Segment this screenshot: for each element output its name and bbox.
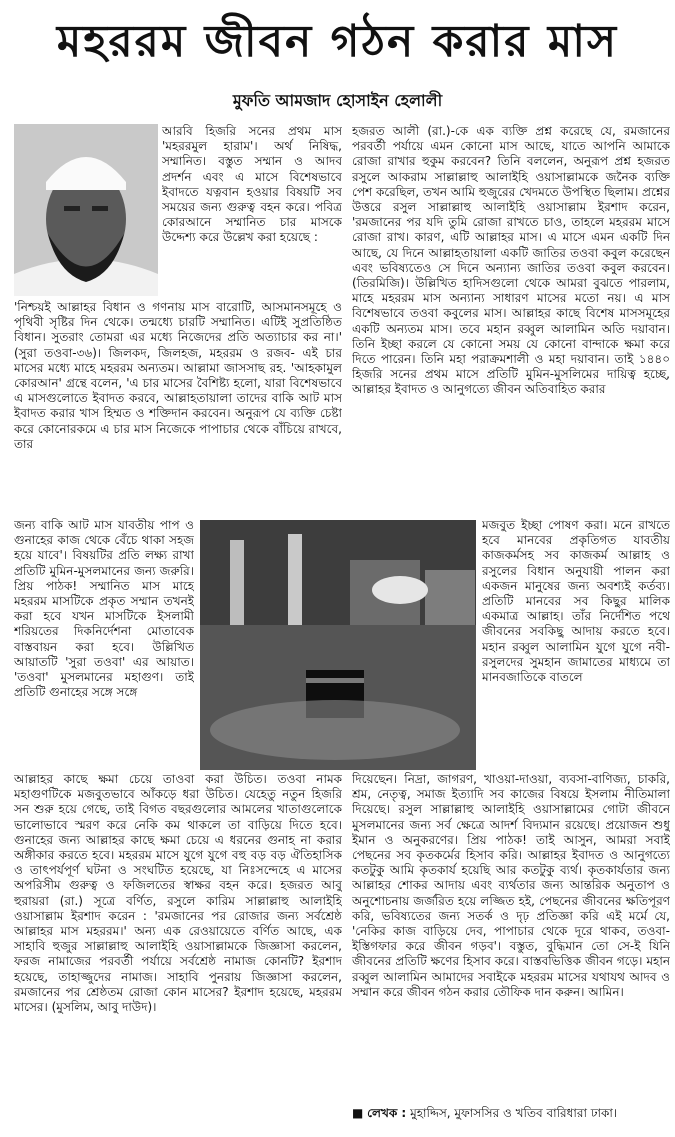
column-2-top-text: হজরত আলী (রা.)-কে এক ব্যক্তি প্রশ্ন করেছে যে, রমজানের পরবর্তী পর্যায়ে এমন কোনো মাস আছে, যাতে আপনি আমাকে রোজা রাখার হুকুম করবেন? তিনি বললেন, অনুরূপ প্রশ্ন হজরত রসুলে আকরাম সাল্লাল্লাহু আলাইহি ওয়াসাল্লামকে জনৈক ব্যক্তি পেশ করেছিল, তখন আমি হুজুরের খেদমতে উপস্থিত ছিলাম। প্রশ্নের উত্তরে রসুল সাল্লাল্লাহু আলাইহি ওয়াসাল্লাম ইরশাদ করেন, 'রমজানের পর যদি তুমি রোজা রাখতে চাও, তাহলে মহররম মাসে রোজা রাখ। কারণ, এটি আল্লাহর মাস। এ মাসে এমন একটি দিন আছে, যে দিনে আল্লাহতায়ালা একটি জাতির তওবা কবুল করেছেন এবং ভবিষ্যতেও সে দিনে অন্যান্য জাতির তওবা কবুল করবেন। (তিরমিজি)। উল্লিখিত হাদিসগুলো থেকে আমরা বুঝতে পারলাম, মাহে মহররম মাস অন্যান্য সাধারণ মাসের মতো নয়। এ মাস বিশেষভাবে তওবা কবুলের মাস। আল্লাহর কাছে বিশেষ মাসসমূহের একটি অন্যতম মাস। তবে মহান রব্বুল আলামিন অতি দয়াবান। তিনি ইচ্ছা করলে যে কোনো সময় যে কোনো বান্দাকে ক্ষমা করে দিতে পারেন। তিনি মহা পরাক্রমশালী ও মহা দয়াবান। তাই ১৪৪০ হিজরি সনের প্রথম মাসে প্রতিটি মুমিন-মুসলিমের দায়িত্ব হচ্ছে, আল্লাহর ইবাদত ও আনুগত্যে জীবন অতিবাহিত করার bbox=[352, 124, 670, 397]
author-portrait bbox=[14, 124, 158, 296]
author-byline: মুফতি আমজাদ হোসাইন হেলালী bbox=[232, 91, 443, 110]
column-2-bottom-text: দিয়েছেন। নিদ্রা, জাগরণ, খাওয়া-দাওয়া, ব্যবসা-বাণিজ্য, চাকরি, শ্রম, নেতৃত্ব, সমাজ ইত্যাদি সব কাজের বিষয়ে ইসলাম নীতিমালা দিয়েছে। রসুল সাল্লাল্লাহু আলাইহি ওয়াসাল্লামের গোটা জীবনে মুসলমানের জন্য সর্ব ক্ষেত্রে আদর্শ বিদ্যমান রয়েছে। প্রয়োজন শুধু ইমান ও অনুকরণের। প্রিয় পাঠক! তাই আসুন, আমরা সবাই পেছনের সব কৃতকর্মের হিসাব করি। আল্লাহর ইবাদত ও আনুগত্যে কতটুকু আমি কৃতকার্য হয়েছি আর কতটুকু ব্যর্থ। কৃতকার্যতার জন্য আল্লাহর শোকর আদায় এবং ব্যর্থতার জন্য আন্তরিক অনুতাপ ও অনুশোচনায় জর্জরিত হয়ে লজ্জিত হই, পেছনের জীবনের ক্ষতিপূরণ করি, ভবিষ্যতের জন্য সতর্ক ও দৃঢ় প্রতিজ্ঞা করি এই মর্মে যে, 'নেকির কাজ বাড়িয়ে দেব, পাপাচার থেকে দূরে থাকব, তওবা-ইস্তিগফার করে জীবন গড়ব'। বস্তুত, বুদ্ধিমান তো সে-ই যিনি জীবনের প্রতিটি ক্ষণের হিসাব করে। বাস্তবভিত্তিক জীবন গড়ে। মহান রব্বুল আলামিন আমাদের সবাইকে মহররম মাসের যথাযথ আদব ও সম্মান করে জীবন গঠন করার তৌফিক দান করুন। আমিন। bbox=[352, 772, 670, 999]
headline: মহররম জীবন গঠন করার মাস bbox=[56, 16, 619, 67]
signoff-label: লেখক : bbox=[367, 1106, 407, 1120]
column-1-top-text: আরবি হিজরি সনের প্রথম মাস 'মহররমুল হারাম'। অর্থ নিষিদ্ধ, সম্মানিত। বস্তুত সম্মান ও আদব প্রদর্শন এবং এ মাসে বিশেষভাবে ইবাদতে যত্নবান হওয়ার বিষয়টি সব সময়ের জন্য গুরুত্ব বহন করে। পবিত্র কোরআনে সম্মানিত চার মাসকে উদ্দেশ্য করে উল্লেখ করা হয়েছে : bbox=[162, 124, 342, 245]
column-2-side-text: মজবুত ইচ্ছা পোষণ করা। মনে রাখতে হবে মানবের প্রকৃতিগত যাবতীয় কাজকর্মসহ সব কাজকর্ম আল্লাহ ও রসুলের বিধান অনুযায়ী পালন করা একজন মানুষের জন্য অবশ্যই কর্তব্য। প্রতিটি মানবের সব কিছুর মালিক একমাত্র আল্লাহ। তাঁর নির্দেশিত পথে জীবনের সবকিছু আদায় করতে হবে। মহান রব্বুল আলামিন যুগে যুগে নবী-রসুলদের সুমহান জামাতের মাধ্যমে তা মানবজাতিকে বাতলে bbox=[482, 518, 670, 685]
author-signoff bbox=[352, 1106, 670, 1121]
column-1-mid-text: 'নিশ্চয়ই আল্লাহর বিধান ও গণনায় মাস বারোটি, আসমানসমূহে ও পৃথিবী সৃষ্টির দিন থেকে। তন্মধ্যে চারটি সম্মানিত। এটিই সুপ্রতিষ্ঠিত বিধান। সুতরাং তোমরা এর মধ্যে নিজেদের প্রতি অত্যাচার কর না।' (সুরা তওবা-৩৬)। জিলকদ, জিলহজ, মহররম ও রজব- এই চার মাসের মধ্যে মাহে মহররম অন্যতম। আল্লামা জাসসাছ রহ. 'আহকামুল কোরআন' গ্রন্থে বলেন, 'এ চার মাসের বৈশিষ্ট্য হলো, যারা বিশেষভাবে এ মাসগুলোতে ইবাদত করবে, আল্লাহতায়ালা তাদের বাকি আট মাস ইবাদত করার খাস হিম্মত ও শক্তিদান করবেন। অনুরূপ যে ব্যক্তি চেষ্টা করে কোনোরকমে এ চার মাস নিজেকে পাপাচার থেকে বাঁচিয়ে রাখবে, তার bbox=[14, 300, 342, 451]
square-bullet-icon: ■ bbox=[352, 1106, 364, 1120]
column-1-side-text: জন্য বাকি আট মাস যাবতীয় পাপ ও গুনাহের কাজ থেকে বেঁচে থাকা সহজ হয়ে যাবে'। বিষয়টির প্রতি লক্ষ্য রাখা প্রতিটি মুমিন-মুসলমানের জন্য জরুরি। প্রিয় পাঠক! সম্মানিত মাস মাহে মহররম মাসটিকে প্রকৃত সম্মান তখনই করা হবে যখন মাসটিকে ইসলামী শরিয়তের দিকনির্দেশনা মোতাবেক বাস্তবায়ন করা হবে। উল্লিখিত আয়াতটি 'সুরা তওবা' এর আয়াত। 'তওবা' মুসলমানের মহাগুণ। তাই প্রতিটি গুনাহের সঙ্গে সঙ্গে bbox=[14, 518, 194, 700]
signoff-text: মুহাদ্দিস, মুফাসসির ও খতিব বারিধারা ঢাকা। bbox=[410, 1106, 618, 1120]
kaaba-photo bbox=[200, 520, 476, 770]
column-1-bottom-text: আল্লাহর কাছে ক্ষমা চেয়ে তাওবা করা উচিত। তওবা নামক মহাগুণটিকে মজবুতভাবে আঁকড়ে ধরা উচিত। যেহেতু নতুন হিজরি সন শুরু হয়ে গেছে, তাই বিগত বছরগুলোর আমলের খাতাগুলোকে ভালোভাবে স্মরণ করে নেকি কম থাকলে তা বাড়িয়ে দিতে হবে। গুনাহের জন্য আল্লাহর কাছে ক্ষমা চেয়ে এ ধরনের গুনাহ না করার অঙ্গীকার করতে হবে। মহররম মাসে যুগে যুগে বহু বড় বড় ঐতিহাসিক ও তাৎপর্যপূর্ণ ঘটনা ও সংঘটিত হয়েছে, যা নিঃসন্দেহে এ মাসের অপরিসীম গুরুত্ব ও ফজিলতের স্বাক্ষর বহন করে। হজরত আবু হুরায়রা (রা.) সূত্রে বর্ণিত, রসুলে কারিম সাল্লাল্লাহু আলাইহি ওয়াসাল্লাম ইরশাদ করেন : 'রমজানের পর রোজার জন্য সর্বশ্রেষ্ঠ আল্লাহর মাস মহররম।' অন্য এক রেওয়ায়েতে বর্ণিত আছে, এক সাহাবি হুজুর সাল্লাল্লাহু আলাইহি ওয়াসাল্লামকে জিজ্ঞাসা করলেন, ফরজ নামাজের পরবর্তী পর্যায়ে সর্বশ্রেষ্ঠ নামাজ কোনটি? ইরশাদ হয়েছে, তাহাজ্জুদের নামাজ। সাহাবি পুনরায় জিজ্ঞাসা করলেন, রমজানের পর শ্রেষ্ঠতম রোজা কোন মাসের? ইরশাদ হয়েছে, মহররম মাসের। (মুসলিম, আবু দাউদ)। bbox=[14, 772, 342, 1015]
